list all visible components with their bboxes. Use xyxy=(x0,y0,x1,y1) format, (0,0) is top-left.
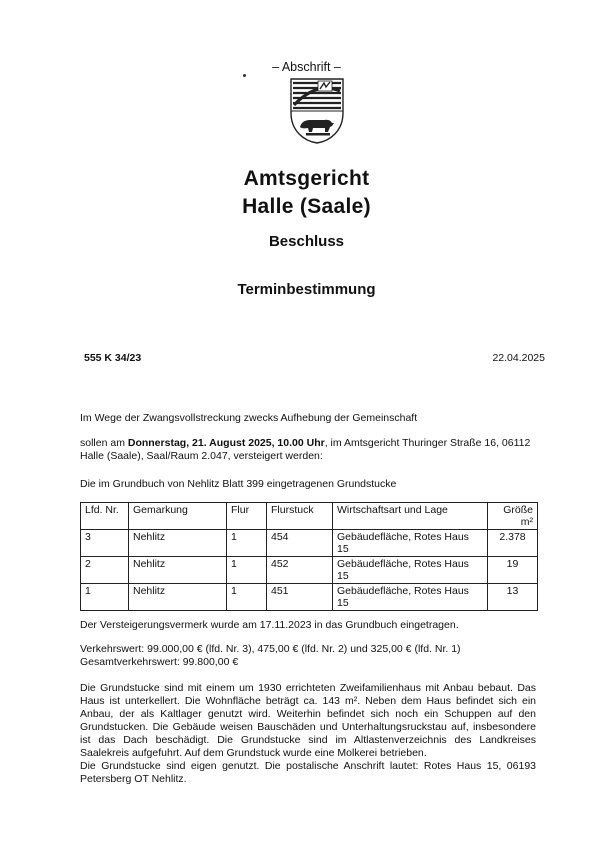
col-header-flurstuck: Flurstuck xyxy=(267,503,333,530)
property-table xyxy=(80,502,538,611)
col-header-lfd: Lfd. Nr. xyxy=(81,503,129,530)
court-name-line1: Amtsgericht xyxy=(243,167,370,190)
description-paragraph: Die Grundstucke sind mit einem um 1930 errichteten Zweifamilienhaus mit Anbau bebaut. Das Haus ist unterkellert. Die Wohnfläche beträgt ca. 143 m². Neben dem Haus befindet sich ein Anbau, der als Kaltlager genutzt wird. Weiterhin befindet sich noch ein Schuppen auf den Grundstucken. Die Gebäude weisen Bauschäden und Unterhaltungsruckstau auf, insbesondere ist das Dach beschädigt. Die Grundstucke sind im Altlastenverzeichnis des Landkreises Saalekreis aufgefuhrt. Auf dem Grundstuck wurde eine Molkerei betrieben. xyxy=(80,682,536,759)
table-row xyxy=(81,530,538,557)
table-row xyxy=(81,584,538,611)
col-header-flur: Flur xyxy=(227,503,267,530)
vermerk-paragraph: Der Versteigerungsvermerk wurde am 17.11.2023 in das Grundbuch eingetragen. xyxy=(80,619,459,631)
col-header-art: Wirtschaftsart und Lage xyxy=(333,503,488,530)
cell-flurstuck: 451 xyxy=(267,584,333,611)
cell-groesse: 2.378 xyxy=(488,530,538,557)
auction-date: Donnerstag, 21. August 2025, 10.00 Uhr xyxy=(127,437,325,449)
cell-flur: 1 xyxy=(227,557,267,584)
cell-lfd: 2 xyxy=(81,557,129,584)
cell-flur: 1 xyxy=(227,530,267,557)
document-date: 22.04.2025 xyxy=(492,352,545,364)
cell-flurstuck: 452 xyxy=(267,557,333,584)
cell-groesse: 13 xyxy=(488,584,538,611)
verkehrswert-line: Verkehrswert: 99.000,00 € (lfd. Nr. 3), 475,00 € (lfd. Nr. 2) und 325,00 € (lfd. Nr. 1) xyxy=(80,643,461,655)
auction-prefix: sollen am xyxy=(80,437,128,449)
case-number: 555 K 34/23 xyxy=(84,352,142,364)
cell-flur: 1 xyxy=(227,584,267,611)
cell-gemarkung: Nehlitz xyxy=(129,557,227,584)
table-header-row xyxy=(81,503,538,530)
cell-lfd: 1 xyxy=(81,584,129,611)
cell-art: Gebäudefläche, Rotes Haus 15 xyxy=(333,530,488,557)
cell-gemarkung: Nehlitz xyxy=(129,530,227,557)
cell-art: Gebäudefläche, Rotes Haus 15 xyxy=(333,557,488,584)
cell-flurstuck: 454 xyxy=(267,530,333,557)
col-header-groesse: Größe m² xyxy=(488,503,538,530)
cell-gemarkung: Nehlitz xyxy=(129,584,227,611)
subject-heading: Terminbestimmung xyxy=(237,281,376,298)
gesamtverkehrswert-line: Gesamtverkehrswert: 99.800,00 € xyxy=(80,656,239,668)
cell-art: Gebäudefläche, Rotes Haus 15 xyxy=(333,584,488,611)
intro-paragraph: Im Wege der Zwangsvollstreckung zwecks Aufhebung der Gemeinschaft xyxy=(80,412,418,424)
auction-paragraph xyxy=(80,437,536,463)
cell-groesse: 19 xyxy=(488,557,538,584)
abschrift-label: – Abschrift – xyxy=(272,60,341,74)
court-name-line2: Halle (Saale) xyxy=(242,195,371,218)
grundbuch-line: Die im Grundbuch von Nehlitz Blatt 399 eingetragenen Grundstucke xyxy=(80,478,397,490)
auction-suffix: , im Amtsgericht Thuringer Straße 16, 06112 Halle (Saale), Saal/Raum 2.047, versteigert werden: xyxy=(80,437,531,462)
coat-of-arms-icon xyxy=(288,77,346,145)
col-header-gemarkung: Gemarkung xyxy=(129,503,227,530)
description-block xyxy=(80,682,536,786)
document-type-heading: Beschluss xyxy=(268,233,345,250)
cell-lfd: 3 xyxy=(81,530,129,557)
scan-speck xyxy=(243,74,246,77)
usage-paragraph: Die Grundstucke sind eigen genutzt. Die postalische Anschrift lautet: Rotes Haus 15, 06193 Petersberg OT Nehlitz. xyxy=(80,760,536,785)
value-block xyxy=(80,643,536,669)
table-row xyxy=(81,557,538,584)
court-name xyxy=(0,165,613,221)
